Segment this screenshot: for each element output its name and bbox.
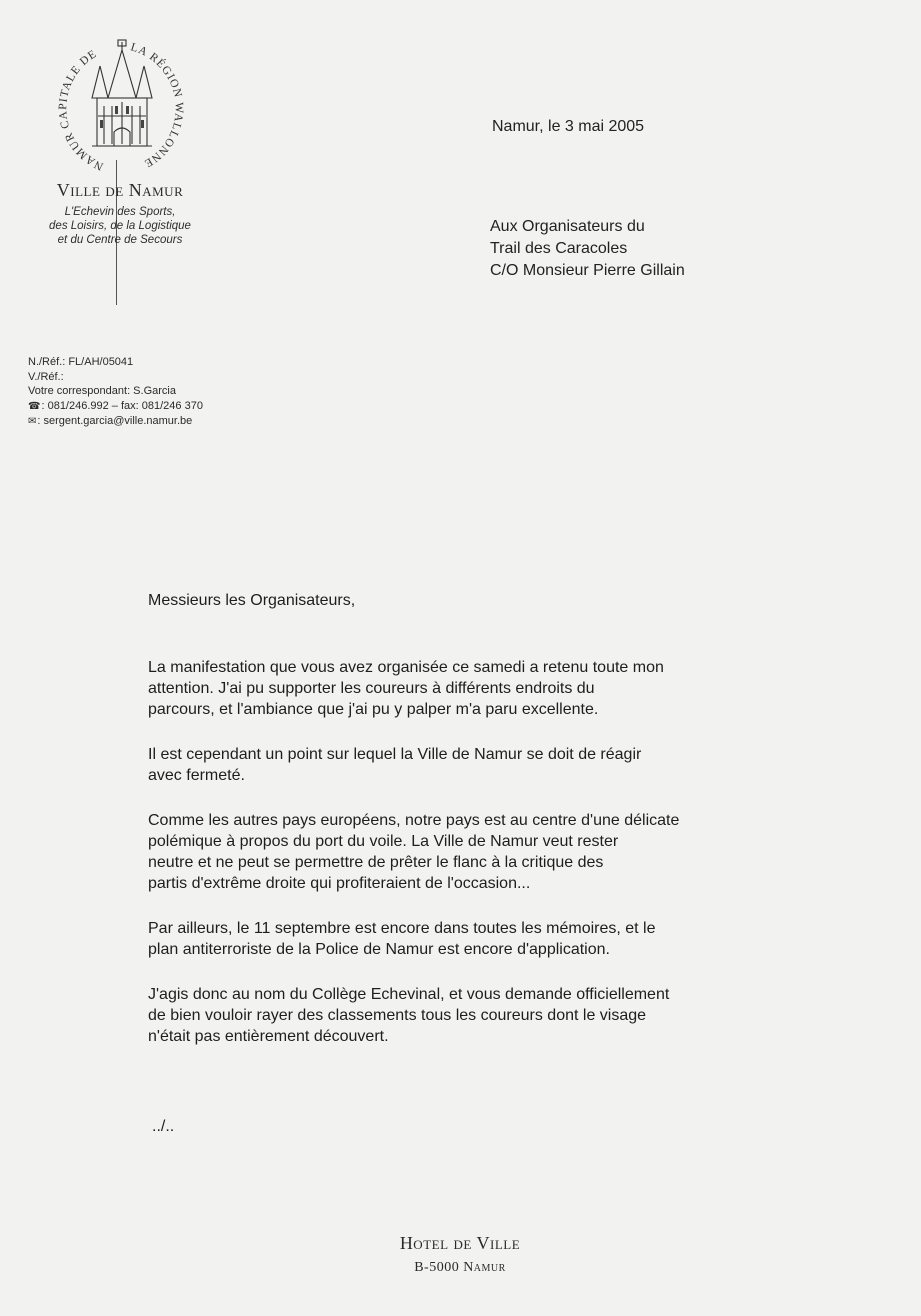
- paragraph: [148, 918, 868, 960]
- city-seal-logo: [42, 36, 202, 186]
- email-icon: ✉: [28, 416, 37, 427]
- letterhead-org: [20, 180, 220, 247]
- paragraph-line: J'agis donc au nom du Collège Echevinal, et vous demande officiellement: [148, 986, 670, 1003]
- svg-text:NAMUR CAPITALE DE: [57, 48, 105, 172]
- paragraph-line: partis d'extrême droite qui profiteraient de l'occasion...: [148, 875, 531, 892]
- letter-date: Namur, le 3 mai 2005: [492, 118, 645, 135]
- recipient-address: [490, 216, 685, 282]
- org-subtitle-line: et du Centre de Secours: [57, 234, 183, 246]
- paragraph-line: n'était pas entièrement découvert.: [148, 1028, 389, 1045]
- recipient-line: Trail des Caracoles: [490, 240, 628, 257]
- our-reference: N./Réf.: FL/AH/05041: [28, 356, 134, 368]
- svg-text:LA RÉGION WALLONNE: [129, 41, 185, 169]
- recipient-line: Aux Organisateurs du: [490, 218, 645, 235]
- paragraph-line: attention. J'ai pu supporter les coureurs à différents endroits du: [148, 680, 595, 697]
- footer-line-1: Hotel de Ville: [399, 1233, 521, 1253]
- paragraph-line: Il est cependant un point sur lequel la Ville de Namur se doit de réagir: [148, 746, 642, 763]
- phone-line: [28, 399, 203, 415]
- paragraph-line: avec fermeté.: [148, 767, 245, 784]
- phone-text: : 081/246.992 – fax: 081/246 370: [41, 399, 203, 412]
- paragraph: [148, 810, 868, 894]
- seal-text-left: NAMUR CAPITALE DE: [57, 47, 106, 173]
- letter-footer: [340, 1233, 580, 1276]
- paragraph-line: polémique à propos du port du voile. La Ville de Namur veut rester: [148, 833, 619, 850]
- correspondent: Votre correspondant: S.Garcia: [28, 385, 176, 397]
- org-subtitle: [20, 205, 220, 247]
- your-reference: V./Réf.:: [28, 370, 64, 383]
- footer-line-2: B-5000 Namur: [414, 1260, 506, 1275]
- recipient-line: C/O Monsieur Pierre Gillain: [490, 262, 685, 279]
- paragraph-line: de bien vouloir rayer des classements tous les coureurs dont le visage: [148, 1007, 647, 1024]
- email-line: [28, 414, 203, 430]
- paragraph-line: La manifestation que vous avez organisée ce samedi a retenu toute mon: [148, 659, 664, 676]
- paragraph-line: plan antiterroriste de la Police de Namur est encore d'application.: [148, 941, 610, 958]
- salutation: Messieurs les Organisateurs,: [148, 592, 356, 609]
- paragraph-line: neutre et ne peut se permettre de prêter le flanc à la critique des: [148, 854, 604, 871]
- reference-block: [28, 355, 203, 430]
- org-subtitle-line: L'Echevin des Sports,: [64, 206, 176, 218]
- paragraph: [148, 657, 868, 720]
- seal-text-right: LA RÉGION WALLONNE: [129, 41, 185, 170]
- email-text: : sergent.garcia@ville.namur.be: [37, 415, 193, 427]
- phone-icon: ☎: [28, 400, 41, 412]
- paragraph: [148, 984, 868, 1047]
- org-name: Ville de Namur: [56, 180, 184, 200]
- paragraph-line: Comme les autres pays européens, notre pays est au centre d'une délicate: [148, 812, 680, 829]
- paragraph-line: parcours, et l'ambiance que j'ai pu y palper m'a paru excellente.: [148, 701, 599, 718]
- continuation-mark: ../..: [152, 1118, 175, 1135]
- paragraph: [148, 744, 868, 786]
- letter-body: [148, 590, 868, 1071]
- paragraph-line: Par ailleurs, le 11 septembre est encore dans toutes les mémoires, et le: [148, 920, 656, 937]
- org-subtitle-line: des Loisirs, de la Logistique: [49, 220, 191, 232]
